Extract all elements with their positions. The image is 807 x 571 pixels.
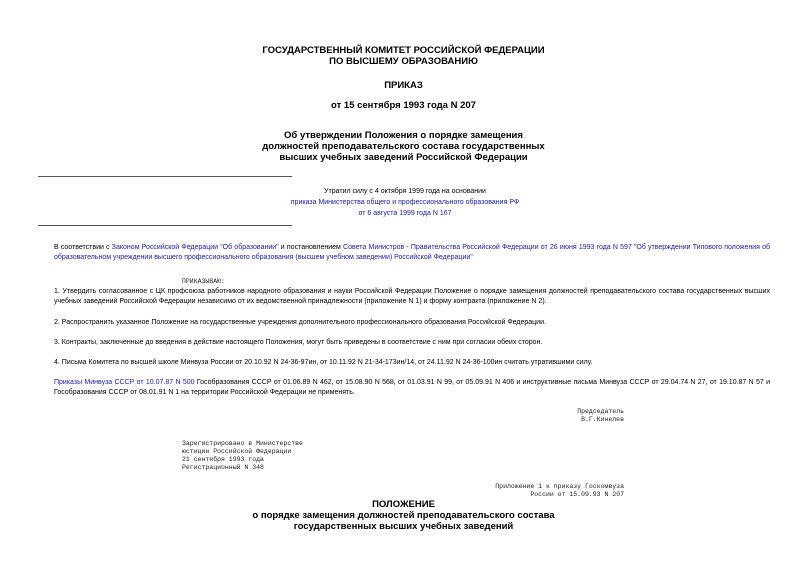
doc-title-line1: Об утверждении Положения о порядке замещения bbox=[284, 130, 523, 141]
prikazyvayu-label: ПРИКАЗЫВАЮ: bbox=[182, 278, 225, 285]
item-4: 4. Письма Комитета по высшей школе Минвуза России от 20.10.92 N 24-36-97ин, от 10.11.92 N 21-34-173ин/14, от 24.11.92 N 24-36-100ин считать утратившими силу. bbox=[54, 359, 593, 366]
item-2: 2. Распространить указанное Положение на государственные учреждения дополнительного профессионального образования Российской Федерации. bbox=[54, 319, 546, 326]
org-name-line2: ПО ВЫСШЕМУ ОБРАЗОВАНИЮ bbox=[329, 56, 478, 67]
doc-title-line2: должностей преподавательского состава государственных bbox=[262, 141, 545, 152]
signature-role: Председатель bbox=[577, 408, 624, 415]
item-5-text: Гособразования СССР от 01.06.89 N 462, от 15.08.90 N 568, от 01.03.91 N 99, от 05.09.91 N 406 и инструктивные письма Минвуза СССР от 29.04.74 N 27, от 19.10.87 N 57 и Гособразования СССР от 08.01.91 N 1 на территории Российской Федерации не применять. bbox=[54, 379, 771, 396]
preamble-text-mid: и постановлением bbox=[278, 244, 344, 251]
signature-block bbox=[520, 408, 624, 424]
preamble bbox=[38, 243, 770, 263]
government-resolution-link[interactable]: Совета Министров - Правительства Российской Федерации от 26 июня 1993 года N 597 "Об утверждении Типового положения об образовательном учреждении высшего профессионального образования (высшем учебном заведении) Российской Федерации" bbox=[54, 244, 770, 261]
item-1: 1. Утвердить согласованное с ЦК профсоюза работников народного образования и науки Российской Федерации Положение о порядке замещения должностей преподавательского состава государственных высших учебных заведений Российской Федерации независимо от их ведомственной принадлежности (приложение N 1) и форму контракта (приложение N 2). bbox=[54, 288, 770, 305]
status-note-link-line1[interactable]: приказа Министерства общего и профессионального образования РФ bbox=[290, 199, 520, 206]
polozhenie-title: ПОЛОЖЕНИЕ bbox=[372, 499, 435, 510]
divider-top bbox=[38, 176, 292, 177]
status-note bbox=[280, 186, 530, 219]
appendix-reference: Приложение 1 к приказу Госкомвуза России от 15.09.93 N 207 bbox=[495, 483, 624, 498]
doc-title bbox=[0, 130, 807, 163]
org-name-line1: ГОСУДАРСТВЕННЫЙ КОМИТЕТ РОССИЙСКОЙ ФЕДЕРАЦИИ bbox=[262, 45, 545, 56]
status-note-link-line2[interactable]: от 6 августа 1999 года N 167 bbox=[358, 210, 452, 217]
registration-block: Зарегистрировано в Министерстве юстиции Российской Федерации 21 сентября 1993 года Регистрационный N 348 bbox=[182, 440, 303, 471]
minvuz-order-link[interactable]: Приказы Минвуза СССР от 10.07.87 N 500 bbox=[54, 379, 195, 386]
preamble-text-start: В соответствии с bbox=[54, 244, 112, 251]
doc-type: ПРИКАЗ bbox=[384, 80, 423, 91]
item-5 bbox=[38, 378, 770, 398]
document-header bbox=[0, 45, 807, 67]
doc-date: от 15 сентября 1993 года N 207 bbox=[331, 100, 476, 111]
status-note-text: Утратил силу с 4 октября 1999 года на основании bbox=[324, 188, 486, 195]
polozhenie-subtitle: о порядке замещения должностей преподавательского состава государственных высших учебных заведений bbox=[252, 510, 555, 532]
doc-title-line3: высших учебных заведений Российской Федерации bbox=[279, 152, 528, 163]
law-on-education-link[interactable]: Законом Российской Федерации "Об образовании" bbox=[111, 244, 279, 251]
signature-name: В.Г.Кинелев bbox=[581, 416, 624, 423]
divider-bottom bbox=[38, 225, 292, 226]
item-3: 3. Контракты, заключенные до введения в действие настоящего Положения, могут быть приведены в соответствие с ним при согласии обеих сторон. bbox=[54, 339, 543, 346]
